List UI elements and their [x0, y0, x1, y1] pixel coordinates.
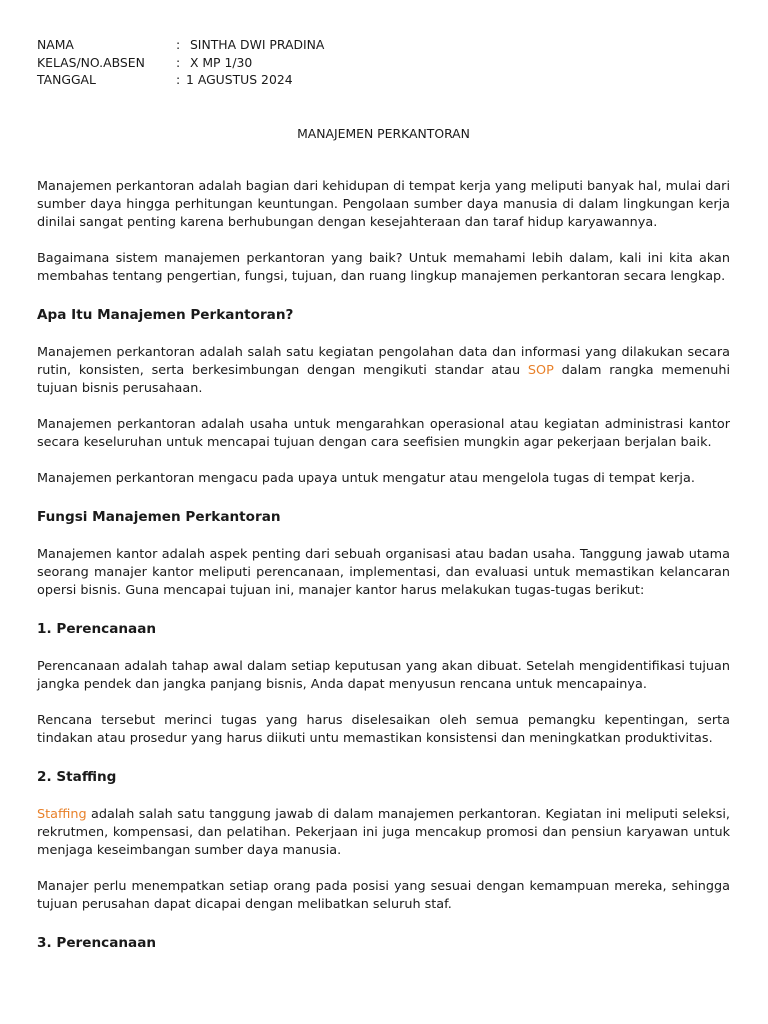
meta-separator: :: [176, 72, 181, 87]
staffing-paragraph-1: [37, 806, 730, 860]
section-heading-definition: Apa Itu Manajemen Perkantoran?: [37, 307, 294, 323]
meta-separator: :: [176, 37, 181, 52]
intro-paragraph-1: Manajemen perkantoran adalah bagian dari kehidupan di tempat kerja yang meliputi banyak hal, mulai dari sumber daya hingga perhitungan keuntungan. Pengolaan sumber daya manusia di dalam lingkungan kerja dinilai sangat penting karena berhubungan dengan kesejahteraan dan taraf hidup karyawannya.: [37, 179, 730, 230]
meta-value: 1 AGUSTUS 2024: [186, 72, 293, 87]
section-heading-functions: Fungsi Manajemen Perkantoran: [37, 509, 281, 525]
planning-paragraph-1: Perencanaan adalah tahap awal dalam setiap keputusan yang akan dibuat. Setelah mengidentifikasi tujuan jangka pendek dan jangka panjang bisnis, Anda dapat menyusun rencana untuk mencapainya.: [37, 659, 730, 692]
meta-separator: :: [176, 54, 181, 70]
document-title: MANAJEMEN PERKANTORAN: [297, 125, 470, 141]
staffing-link[interactable]: Staffing: [37, 807, 87, 822]
meta-key: TANGGAL: [37, 72, 96, 87]
definition-paragraph-2: Manajemen perkantoran adalah usaha untuk mengarahkan operasional atau kegiatan administrasi kantor secara keseluruhan untuk mencapai tujuan dengan cara seefisien mungkin agar pekerjaan berjalan baik.: [37, 417, 730, 450]
subsection-heading-planning: 1. Perencanaan: [37, 621, 157, 637]
functions-paragraph-1: Manajemen kantor adalah aspek penting dari sebuah organisasi atau badan usaha. Tanggung jawab utama seorang manajer kantor meliputi perencanaan, implementasi, dan evaluasi untuk memastikan kelancaran opersi bisnis. Guna mencapai tujuan ini, manajer kantor harus melakukan tugas-tugas berikut:: [37, 547, 730, 598]
meta-row-name: [37, 36, 730, 54]
meta-value: X MP 1/30: [186, 54, 253, 70]
meta-value: SINTHA DWI PRADINA: [186, 37, 325, 52]
definition-paragraph-3: Manajemen perkantoran mengacu pada upaya untuk mengatur atau mengelola tugas di tempat kerja.: [37, 471, 695, 486]
paragraph-text: Manajemen perkantoran adalah salah satu kegiatan pengolahan data dan informasi yang dilakukan secara rutin, konsisten, serta berkesimbungan dengan mengikuti standar atau: [37, 345, 730, 378]
meta-key: KELAS/NO.ABSEN: [37, 54, 145, 70]
student-info: [37, 36, 730, 89]
planning-paragraph-2: Rencana tersebut merinci tugas yang harus diselesaikan oleh semua pemangku kepentingan, serta tindakan atau prosedur yang harus diikuti untu memastikan konsistensi dan meningkatkan produktivitas.: [37, 713, 730, 746]
sop-link[interactable]: SOP: [527, 363, 554, 378]
meta-row-class: [37, 54, 730, 72]
paragraph-text: adalah salah satu tanggung jawab di dalam manajemen perkantoran. Kegiatan ini meliputi seleksi, rekrutmen, kompensasi, dan pelatihan. Pekerjaan ini juga mencakup promosi dan pensiun karyawan untuk menjaga keseimbangan sumber daya manusia.: [37, 807, 730, 858]
definition-paragraph-1: [37, 344, 730, 398]
meta-row-date: [37, 71, 730, 89]
subsection-heading-staffing: 2. Staffing: [37, 769, 117, 785]
subsection-heading-planning-2: 3. Perencanaan: [37, 935, 157, 951]
meta-key: NAMA: [37, 37, 74, 52]
intro-paragraph-2: Bagaimana sistem manajemen perkantoran yang baik? Untuk memahami lebih dalam, kali ini kita akan membahas tentang pengertian, fungsi, tujuan, dan ruang lingkup manajemen perkantoran secara lengkap.: [37, 251, 730, 284]
staffing-paragraph-2: Manajer perlu menempatkan setiap orang pada posisi yang sesuai dengan kemampuan mereka, sehingga tujuan perusahan dapat dicapai dengan melibatkan seluruh staf.: [37, 879, 730, 912]
paragraph-text: dalam rangka memenuhi tujuan bisnis perusahaan.: [37, 363, 730, 396]
